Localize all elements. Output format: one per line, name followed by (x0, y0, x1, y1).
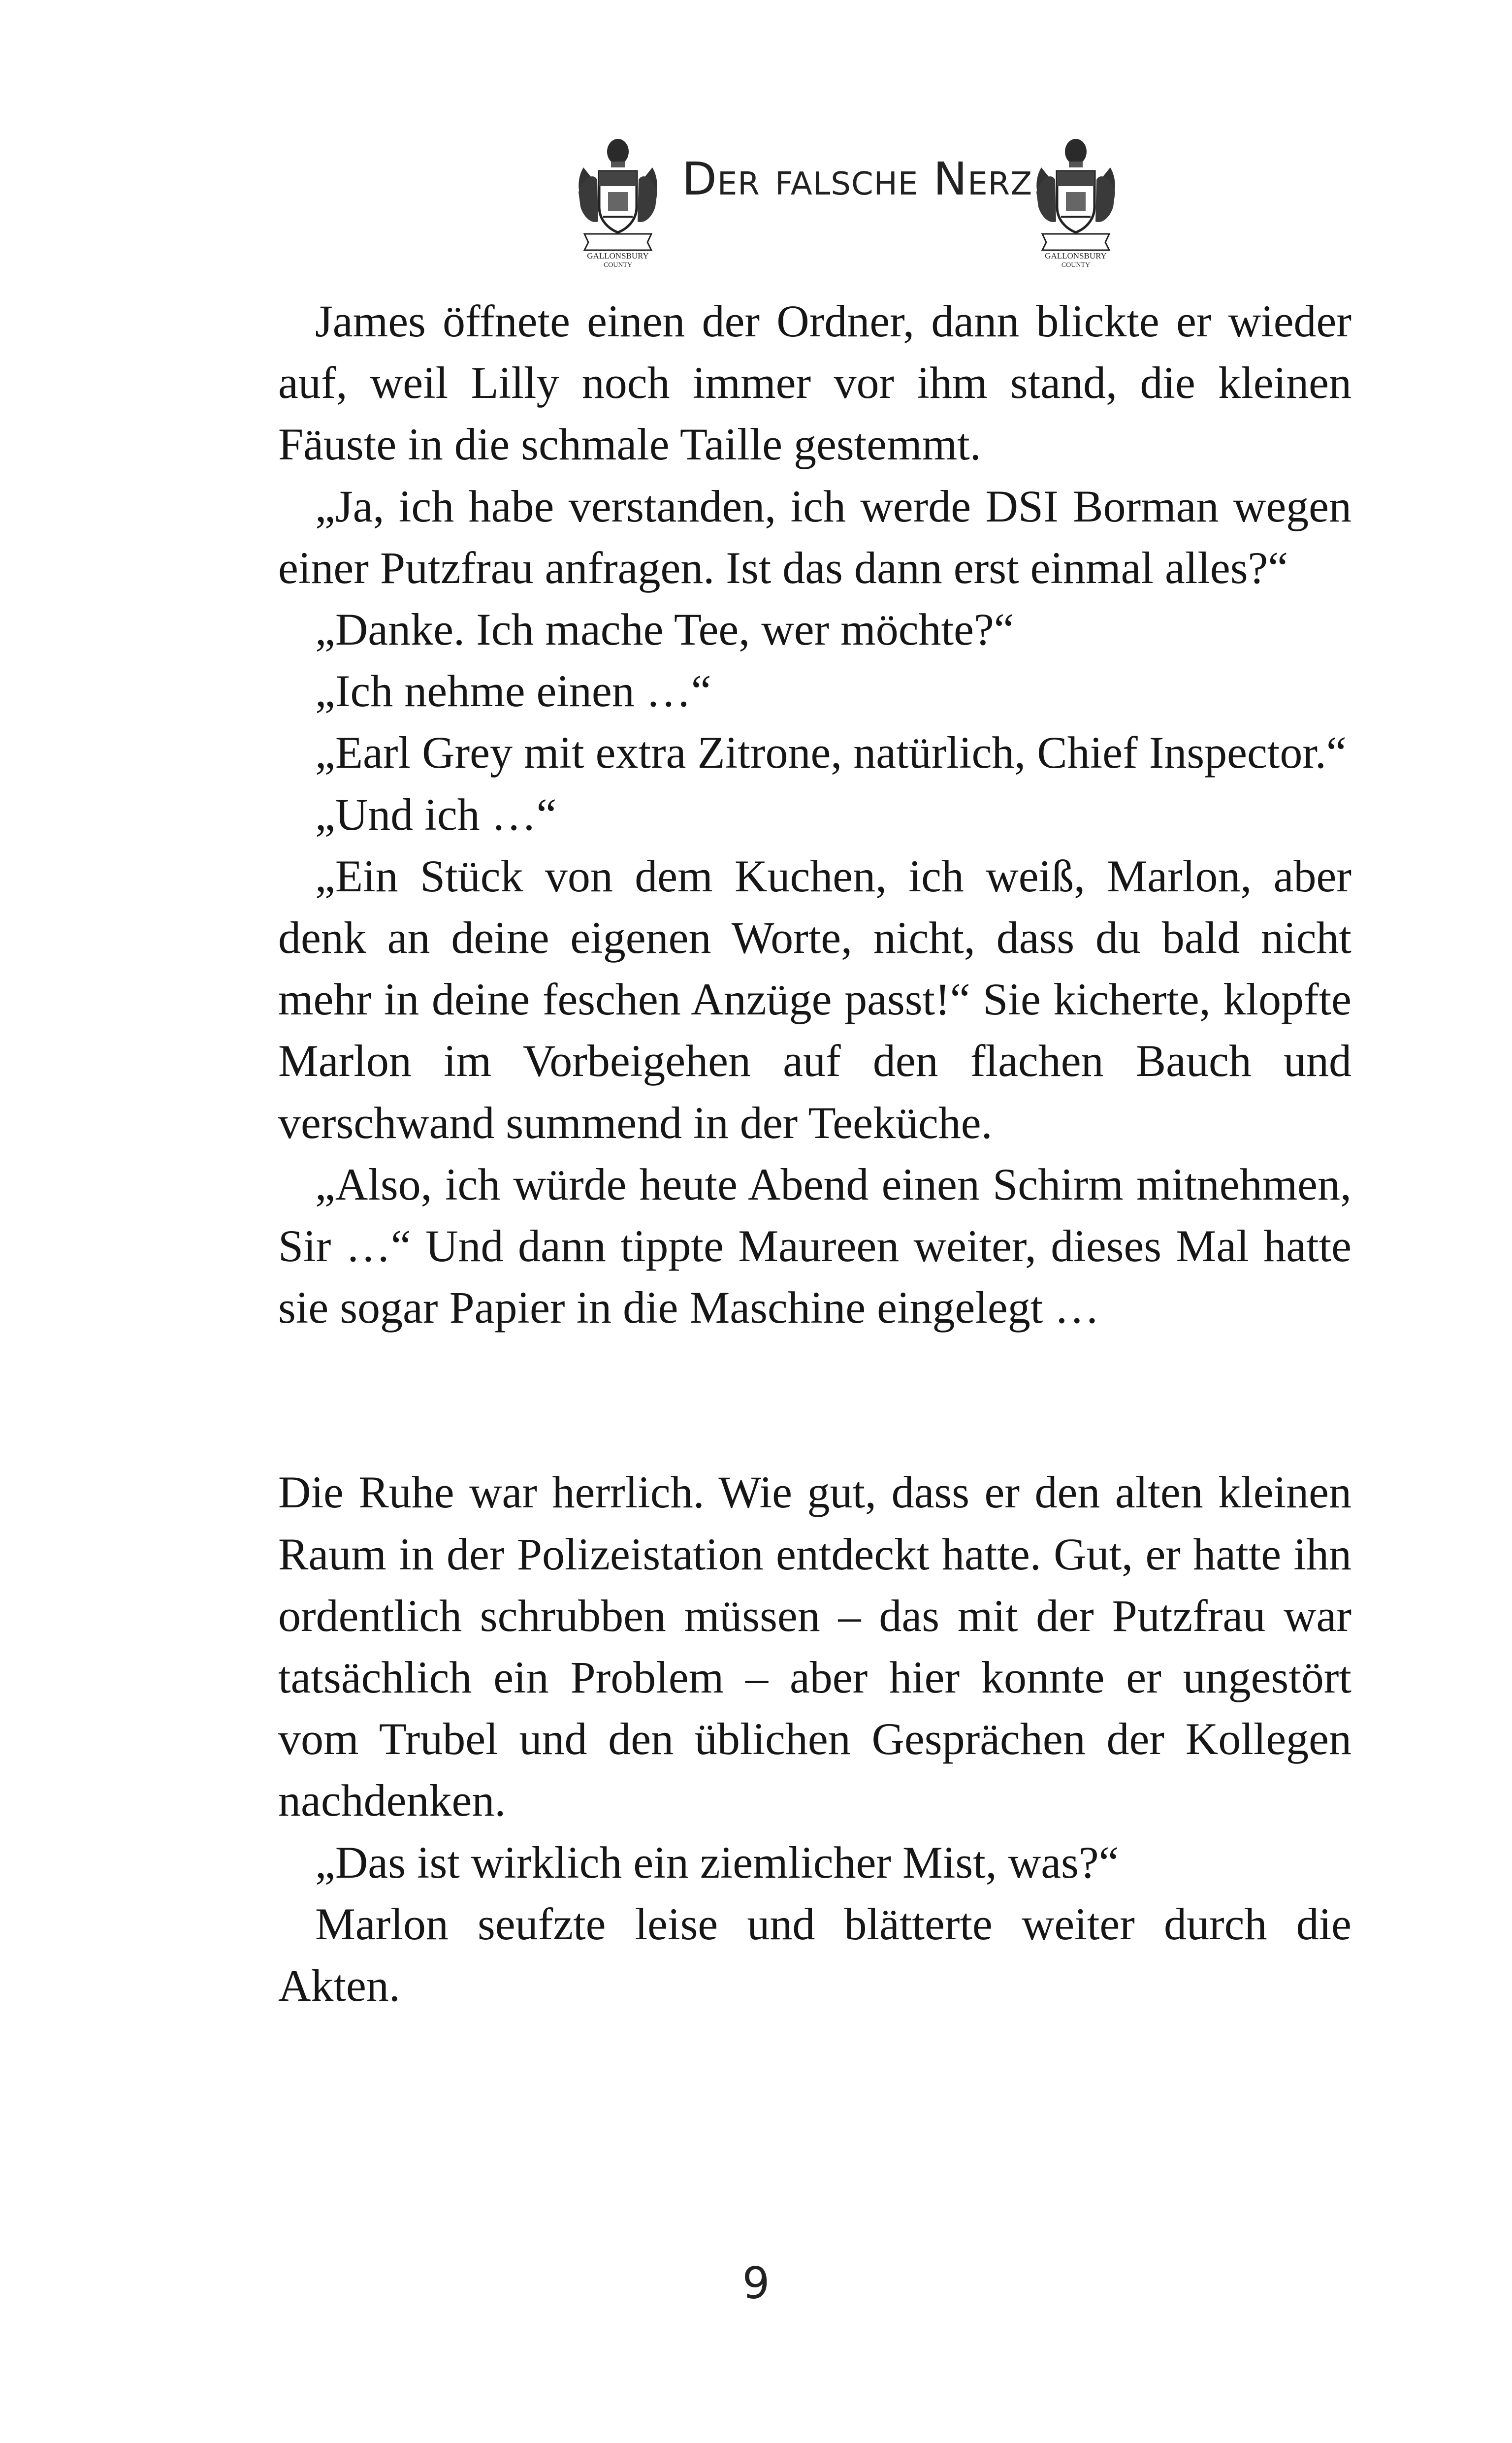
crest-caption-line2: COUNTY (1061, 261, 1091, 268)
page-number: 9 (742, 2258, 770, 2309)
paragraph: „Das ist wirklich ein ziemlicher Mist, was?“ (315, 1837, 1119, 1888)
paragraph: „Danke. Ich mache Tee, wer möchte?“ (315, 604, 1014, 655)
paragraph: „Also, ich würde heute Abend einen Schirm mitnehmen, Sir …“ Und dann tippte Maureen weiter, dieses Mal hatte sie sogar Papier in die Maschine eingelegt … (278, 1159, 1351, 1333)
running-title (682, 153, 1033, 205)
paragraph: „Ein Stück von dem Kuchen, ich weiß, Marlon, aber denk an deine eigenen Worte, nicht, dass du bald nicht mehr in deine feschen Anzüge passt!“ Sie kicherte, klopfte Marlon im Vorbeigehen auf den flachen Bauch und verschwand summend in der Teeküche. (278, 850, 1351, 1148)
crest-icon (574, 133, 662, 268)
running-title-text: Der falsche Nerz (682, 153, 1033, 205)
running-header (574, 133, 1135, 276)
scene-break (278, 1338, 1351, 1462)
paragraph: „Ja, ich habe verstanden, ich werde DSI Borman wegen einer Putzfrau anfragen. Ist das dann erst einmal alles?“ (278, 481, 1351, 593)
paragraph: Marlon seufzte leise und blätterte weiter durch die Akten. (278, 1898, 1351, 2011)
crest-caption-line1: GALLONSBURY (1045, 251, 1107, 261)
paragraph: Die Ruhe war herrlich. Wie gut, dass er den alten kleinen Raum in der Polizeistation entdeckt hatte. Gut, er hatte ihn ordentlich schrubben müssen – das mit der Putzfrau war tatsächlich ein Problem – aber hier konnte er ungestört vom Trubel und den üblichen Gesprächen der Kollegen nachdenken. (278, 1467, 1351, 1826)
paragraph: James öffnete einen der Ordner, dann blickte er wieder auf, weil Lilly noch immer vor ihm stand, die kleinen Fäuste in die schmale Taille gestemmt. (278, 296, 1351, 470)
paragraph: „Ich nehme einen …“ (315, 666, 711, 717)
crest-caption-line1: GALLONSBURY (587, 251, 649, 261)
crest-caption-line2: COUNTY (603, 261, 633, 268)
paragraph: „Und ich …“ (315, 789, 557, 840)
body-text (278, 291, 1351, 2017)
paragraph: „Earl Grey mit extra Zitrone, natürlich, Chief Inspector.“ (315, 727, 1347, 778)
crest-icon (1031, 133, 1120, 268)
